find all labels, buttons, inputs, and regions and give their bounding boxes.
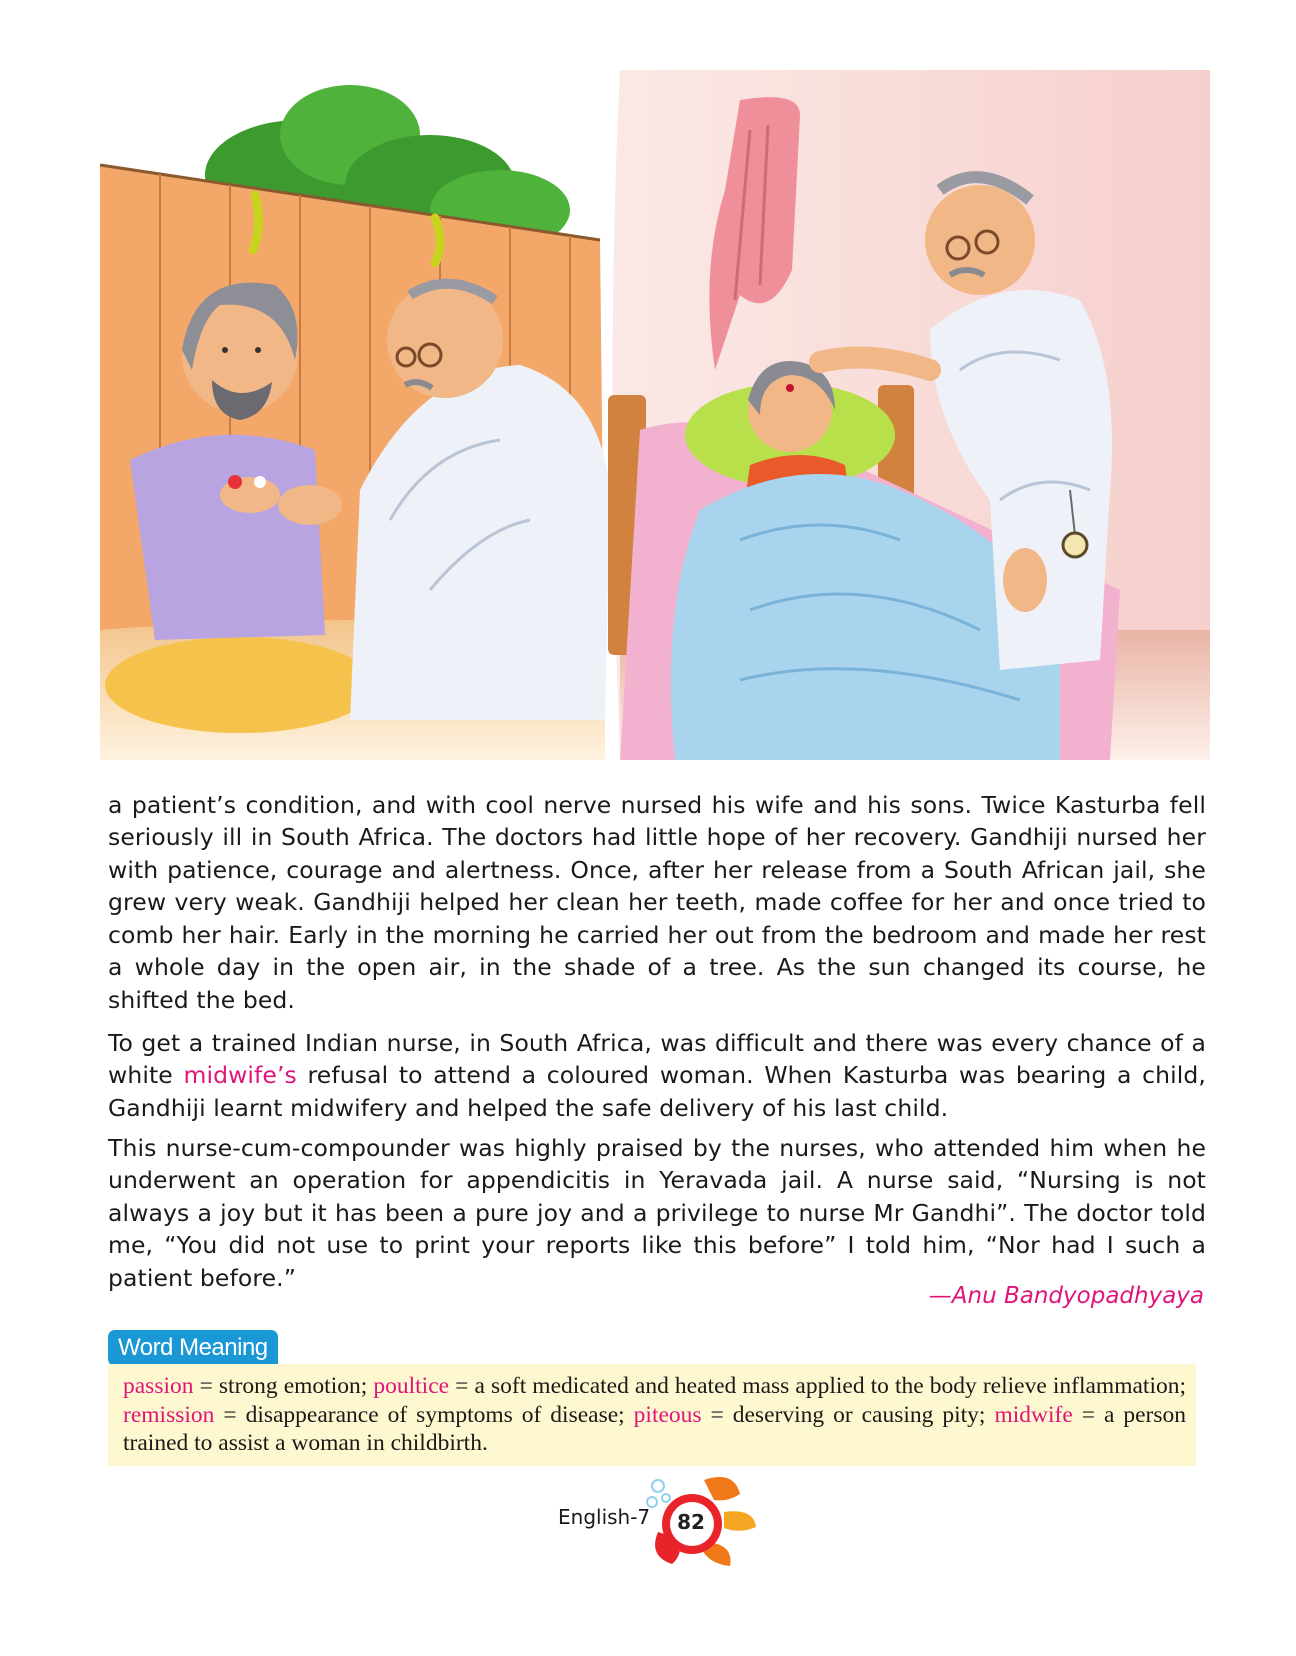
definition-poultice: = a soft medicated and heated mass applied to the body relieve inflammation;	[449, 1373, 1186, 1399]
term-remission: remission	[123, 1401, 215, 1428]
definition-piteous: = deserving or causing pity;	[701, 1401, 995, 1428]
story-illustration	[100, 70, 1210, 760]
page-number: 82	[677, 1510, 705, 1534]
term-piteous: piteous	[633, 1401, 702, 1428]
paragraph-text-before: To get a trained Indian nurse, in South Africa, was difficult and there was every chance of a white	[108, 1028, 1206, 1089]
definition-midwife: = a person trained to assist a woman in childbirth.	[123, 1401, 1187, 1456]
story-paragraph-1: a patient’s condition, and with cool nerve nursed his wife and his sons. Twice Kasturba fell seriously ill in South Africa. The doctors had little hope of her recovery. Gandhiji nursed her with patience, courage and alertness. Once, after her release from a South African jail, she grew very weak. Gandhiji helped her clean her teeth, made coffee for her and once tried to comb her hair. Early in the morning he carried her out from the bedroom and made her rest a whole day in the open air, in the shade of a tree. As the sun changed its course, he shifted the bed.	[108, 790, 1206, 1014]
highlighted-word-midwifes: midwife’s	[183, 1061, 297, 1089]
paragraph-text-after: refusal to attend a coloured woman. When Kasturba was bearing a child, Gandhiji learnt midwifery and helped the safe delivery of his last child.	[108, 1061, 1206, 1122]
right-scene	[608, 70, 1210, 760]
word-meaning-box	[108, 1364, 1196, 1466]
story-paragraph-2	[108, 1027, 1206, 1125]
term-poultice: poultice	[373, 1373, 450, 1399]
author-credit: —Anu Bandyopadhyaya	[928, 1283, 1204, 1309]
book-title-footer: English-7	[558, 1505, 651, 1529]
left-scene	[100, 85, 610, 760]
definition-passion: = strong emotion;	[193, 1373, 374, 1399]
term-midwife: midwife	[994, 1401, 1073, 1428]
term-passion: passion	[123, 1373, 194, 1399]
definition-remission: = disappearance of symptoms of disease;	[214, 1401, 634, 1428]
word-meaning-heading: Word Meaning	[108, 1330, 278, 1366]
story-paragraph-3: This nurse-cum-compounder was highly praised by the nurses, who attended him when he underwent an operation for appendicitis in Yeravada jail. A nurse said, “Nursing is not always a joy but it has been a pure joy and a privilege to nurse Mr Gandhi”. The doctor told me, “You did not use to print your reports like this before” I told him, “Nor had I such a patient before.”	[108, 1133, 1206, 1292]
